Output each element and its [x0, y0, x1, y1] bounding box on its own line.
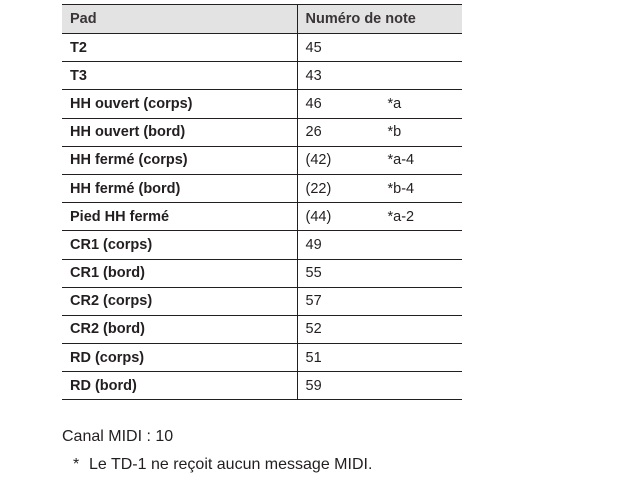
table-row — [62, 315, 462, 343]
note-remark: *a — [387, 95, 402, 112]
pad-name-cell: RD (bord) — [62, 372, 297, 400]
note-remark: *a-2 — [387, 208, 415, 225]
note-number: 57 — [305, 293, 322, 310]
pad-name-cell: HH ouvert (corps) — [62, 90, 297, 118]
table-header-row — [62, 5, 462, 34]
note-number-cell — [297, 231, 462, 259]
pad-name-cell: T3 — [62, 62, 297, 90]
table-body — [62, 34, 462, 400]
note-number-cell — [297, 203, 462, 231]
footnote-marker: * — [73, 456, 80, 473]
note-number-cell — [297, 118, 462, 146]
pad-name-cell: T2 — [62, 34, 297, 62]
note-number: 51 — [305, 349, 322, 366]
note-number: (44) — [305, 208, 332, 225]
note-number-cell — [297, 90, 462, 118]
note-number-cell — [297, 34, 462, 62]
note-number-cell — [297, 146, 462, 174]
table-row — [62, 231, 462, 259]
midi-note-table — [62, 4, 462, 400]
pad-name-cell: CR1 (bord) — [62, 259, 297, 287]
note-number-cell — [297, 344, 462, 372]
table-row — [62, 174, 462, 202]
note-number-cell — [297, 315, 462, 343]
note-number: 45 — [305, 39, 322, 56]
column-header-pad: Pad — [62, 5, 297, 34]
pad-name-cell: Pied HH fermé — [62, 203, 297, 231]
midi-channel-text: Canal MIDI : 10 — [62, 428, 174, 445]
pad-name-cell: CR2 (corps) — [62, 287, 297, 315]
table-row — [62, 259, 462, 287]
note-number: 52 — [305, 321, 322, 338]
note-number-cell — [297, 174, 462, 202]
table-row — [62, 287, 462, 315]
footnote — [73, 456, 372, 474]
note-remark: *a-4 — [387, 152, 415, 169]
note-number: 43 — [305, 67, 322, 84]
table-row — [62, 146, 462, 174]
table-row — [62, 344, 462, 372]
pad-name-cell: HH fermé (bord) — [62, 174, 297, 202]
table-row — [62, 372, 462, 400]
table-row — [62, 118, 462, 146]
table-row — [62, 203, 462, 231]
note-number: 55 — [305, 265, 322, 282]
note-number: 59 — [305, 377, 322, 394]
note-number-cell — [297, 372, 462, 400]
table-row — [62, 62, 462, 90]
column-header-note-number: Numéro de note — [297, 5, 462, 34]
note-number-cell — [297, 287, 462, 315]
note-number: 49 — [305, 236, 322, 253]
note-number-cell — [297, 62, 462, 90]
note-number: 26 — [305, 124, 322, 141]
pad-name-cell: RD (corps) — [62, 344, 297, 372]
note-remark: *b-4 — [387, 180, 415, 197]
pad-name-cell: CR1 (corps) — [62, 231, 297, 259]
pad-name-cell: HH ouvert (bord) — [62, 118, 297, 146]
table-row — [62, 34, 462, 62]
footnote-text: Le TD-1 ne reçoit aucun message MIDI. — [89, 456, 373, 473]
note-remark: *b — [387, 124, 402, 141]
pad-name-cell: HH fermé (corps) — [62, 146, 297, 174]
note-number: (22) — [305, 180, 332, 197]
pad-name-cell: CR2 (bord) — [62, 315, 297, 343]
table-row — [62, 90, 462, 118]
note-number-cell — [297, 259, 462, 287]
note-number: (42) — [305, 152, 332, 169]
note-number: 46 — [305, 95, 322, 112]
